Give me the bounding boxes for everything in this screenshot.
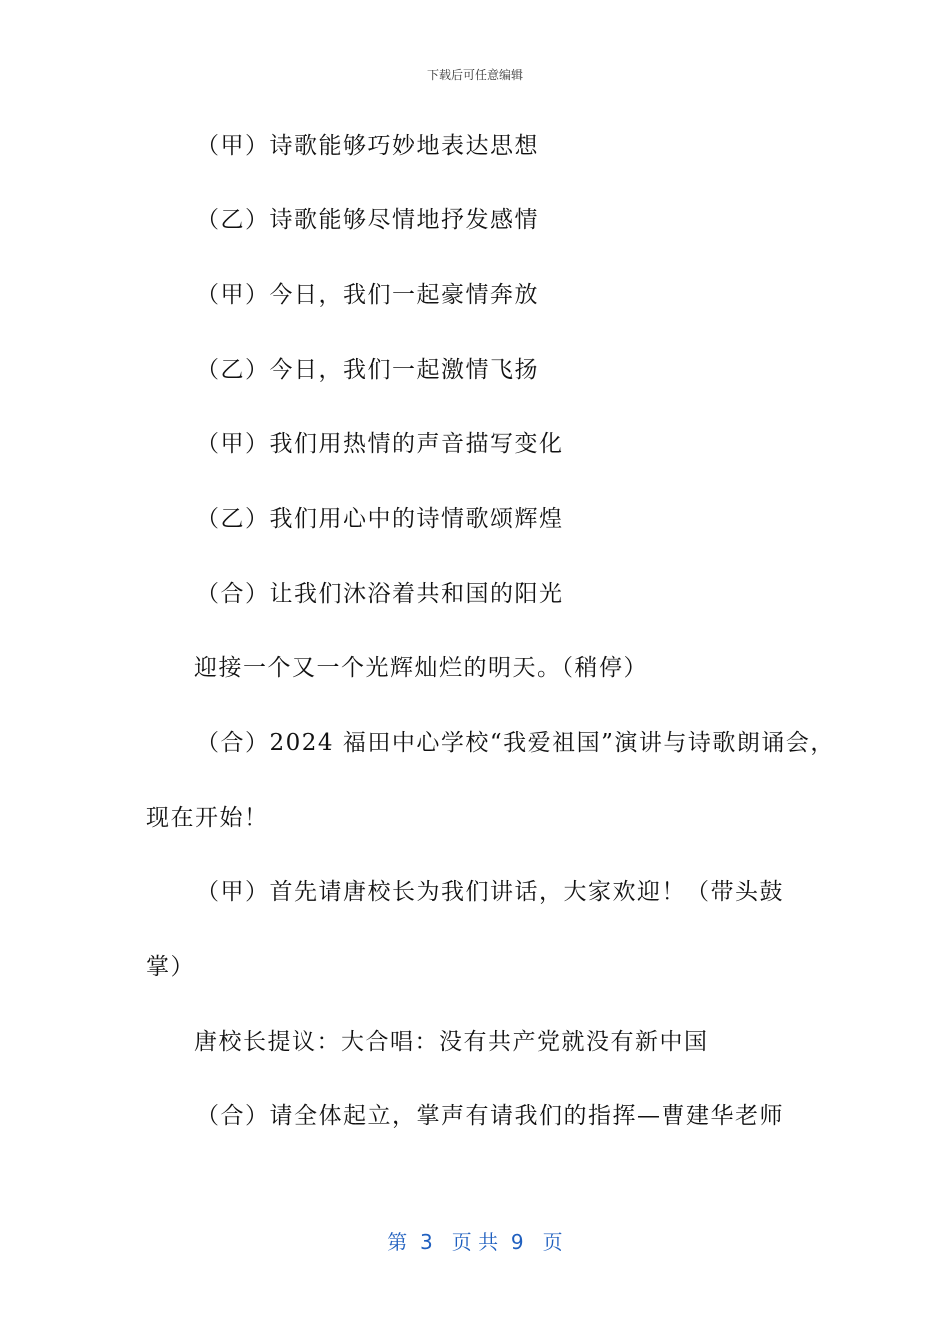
text-line: （甲）诗歌能够巧妙地表达思想 [196,133,539,159]
text-line: （甲）我们用热情的声音描写变化 [196,431,564,457]
text-line: （乙）今日，我们一起激情飞扬 [196,357,539,383]
text-line: 唐校长提议：大合唱：没有共产党就没有新中国 [194,1029,709,1055]
page-header: 下载后可任意编辑 [426,68,523,82]
text-line: 现在开始！ [146,805,269,831]
page-number-footer: 第 3 页 共 9 页 [387,1230,563,1254]
text-line: 迎接一个又一个光辉灿烂的明天。（稍停） [194,655,648,681]
text-line: （合）2024 福田中心学校“我爱祖国”演讲与诗歌朗诵会， [196,730,835,756]
text-line: 掌） [146,954,195,980]
text-line: （乙）诗歌能够尽情地抒发感情 [196,207,539,233]
text-line: （乙）我们用心中的诗情歌颂辉煌 [196,506,564,532]
text-line: （甲）今日，我们一起豪情奔放 [196,282,539,308]
text-line: （合）请全体起立，掌声有请我们的指挥—曹建华老师 [196,1103,784,1129]
text-line: （合）让我们沐浴着共和国的阳光 [196,581,564,607]
text-line: （甲）首先请唐校长为我们讲话，大家欢迎！（带头鼓 [196,879,784,905]
